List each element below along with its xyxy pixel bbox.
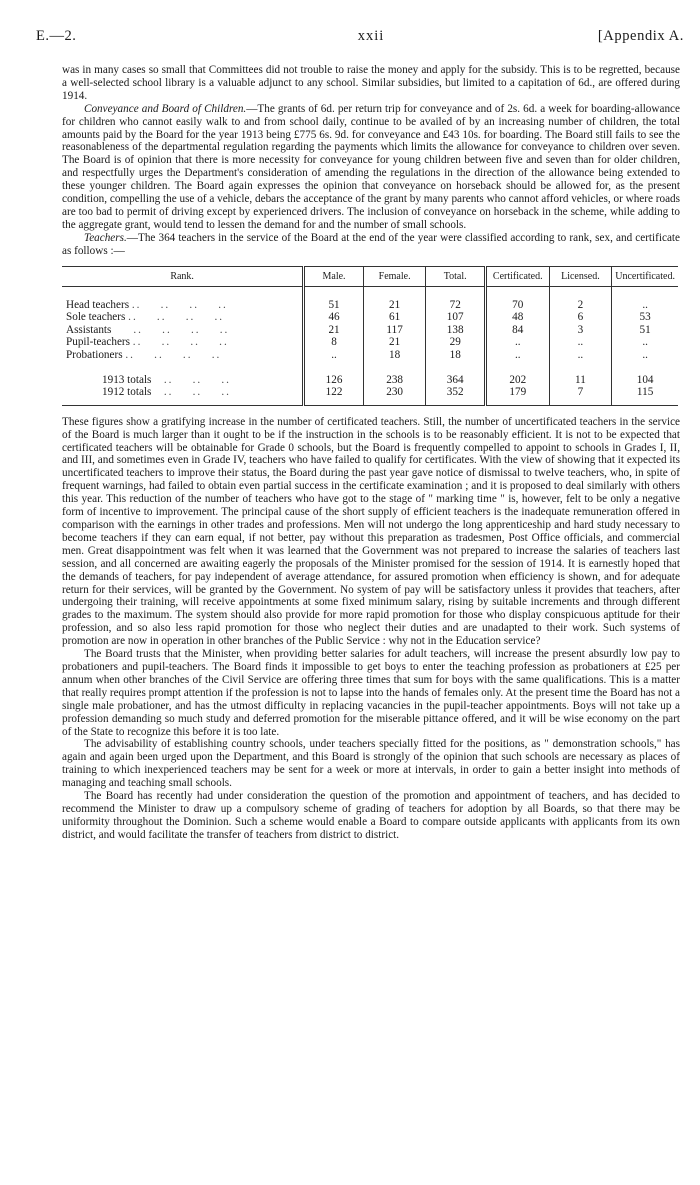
cell-total: 72: [426, 299, 486, 312]
teachers-text: —The 364 teachers in the service of the Board at the end of the year were classified according to rank, sex, and certificate as follows :—: [62, 231, 680, 257]
cell-total: 364: [426, 374, 486, 387]
paragraph-subsidy: was in many cases so small that Committees did not trouble to raise the money and apply for the subsidy. This is to be regretted, because a well-selected school library is a valuable adjunct to any school. Similar subsidies, but limited to a capitation of 6d., are offered during 1914.: [62, 64, 680, 102]
col-rank: Rank.: [62, 266, 304, 286]
conveyance-heading: Conveyance and Board of Children.: [84, 102, 247, 115]
rank-label: Head teachers: [66, 298, 130, 311]
cell-uncertificated: 53: [612, 311, 678, 324]
totals-label: 1913 totals: [102, 373, 152, 386]
page-header: [36, 28, 684, 50]
table-header-row: [62, 266, 678, 286]
cell-uncertificated: ..: [612, 299, 678, 312]
cell-total: 138: [426, 324, 486, 337]
cell-certificated: 84: [485, 324, 549, 337]
cell-uncertificated: 51: [612, 324, 678, 337]
cell-male: 8: [304, 336, 364, 349]
cell-certificated: 48: [485, 311, 549, 324]
body-text-top: [62, 64, 680, 258]
conveyance-text: —The grants of 6d. per return trip for conveyance and of 2s. 6d. a week for boarding-allowance for children who cannot easily walk to and from school daily, continue to be availed of by an increasing number of children, the total amounts paid by the Board for the year 1913 being £775 6s. 9d. for conveyance and £43 10s. for boarding. The Board still fails to see the reasonableness of the departmental regulation regarding the payments which limits the allowance for conveyance to children over seven. The Board is of opinion that there is more necessity for conveyance for young children between five and seven than for older children, and respectfully urges the Department's consideration of amending the regulations in the direction of the allowance being extended to these younger children. The Board again expresses the opinion that conveyance on horseback should be allowed for, as the present condition, compelling the use of a vehicle, debars the acceptance of the grant by many parents who cannot afford vehicles, or where roads are too bad to permit of driving except by experienced drivers. The inclusion of conveyance on horseback in the scheme, while adding to the aggregate grant, would tend to lessen the demand for and the number of small schools.: [62, 102, 680, 231]
rank-label: Sole teachers: [66, 311, 126, 324]
col-female: Female.: [363, 266, 426, 286]
cell-total: 352: [426, 386, 486, 405]
rank-label: Pupil-teachers: [66, 336, 130, 349]
col-total: Total.: [426, 266, 486, 286]
cell-total: 18: [426, 349, 486, 362]
cell-total: 29: [426, 336, 486, 349]
teachers-classification-table: [62, 266, 678, 406]
col-licensed: Licensed.: [549, 266, 612, 286]
cell-male: 51: [304, 299, 364, 312]
cell-certificated: 179: [485, 386, 549, 405]
page-number: xxii: [357, 28, 385, 44]
totals-label: 1912 totals: [102, 386, 152, 399]
cell-certificated: ..: [485, 349, 549, 362]
table-totals-row: 1912 totals .. .. .. 122 230 352 179 7 115: [62, 386, 678, 405]
cell-uncertificated: 104: [612, 374, 678, 387]
rank-label: Assistants: [66, 323, 112, 336]
cell-uncertificated: 115: [612, 386, 678, 405]
cell-total: 107: [426, 311, 486, 324]
paragraph-figures: These figures show a gratifying increase in the number of certificated teachers. Still, the number of uncertificated teachers in the service of the Board is much larger than it ought to be if the instruction in the schools is to be reasonably efficient. It is not to be expected that certificated teachers will be obtainable for Grade 0 schools, but the Board is frequently compelled to appoint to schools in Grades I, II, and III, and sometimes even in Grade IV, teachers who have failed to qualify for certificates. With the view of showing that it expected its uncertificated teachers to improve their status, the Board during the past year gave notice of dismissal to twelve teachers, who, in spite of frequent warnings, had failed to obtain even partial success in the certificate examination ; and it is proposed to deal similarly with others this year. This reduction of the number of teachers who have got to the stage of " marking time " is, however, felt to be only a negative form of incentive to improvement. The principal cause of the short supply of efficient teachers is the inadequate remuneration offered in comparison with the earnings in other trades and professions. Men will not undergo the long apprenticeship and hard study necessary to become teachers if they can earn equal, if not better, pay without this preparation as tradesmen, Post Office officials, and commercial men. Great disappointment was felt when it was learned that the Government was not prepared to increase the salaries of teachers last session, and all concerned are awaiting eagerly the proposals of the Minister promised for the session of 1914. It is earnestly hoped that the demands of teachers, for pay independent of average attendance, for assured promotion when efficiency is shown, and for adequate return for their services, will be granted by the Government. No system of pay will be satisfactory unless it provides that teachers, after undergoing their training, will receive appointments at some fixed minimum salary, rising by suitable increments and through different grades to the maximum. The system should also provide for more rapid promotion for those who display conspicuous aptitude for their profession, and so also less rapid promotion for those who neglect their duties and are unadapted to their work. Such systems of promotion are now in operation in other branches of the Public Service : why not in the Education service?: [62, 415, 680, 648]
paragraph-promotion: The Board has recently had under consideration the question of the promotion and appointment of teachers, and has decided to recommend the Minister to draw up a compulsory scheme of grading of teachers for adoption by all Boards, so that there may be uniformity throughout the Dominion. Such a scheme would enable a Board to compare outside applicants with applicants from its own district, and would facilitate the transfer of teachers from district to district.: [62, 790, 680, 841]
cell-certificated: 202: [485, 374, 549, 387]
teachers-heading: Teachers.: [84, 231, 127, 244]
cell-male: 126: [304, 374, 364, 387]
cell-female: 117: [363, 324, 426, 337]
table-row: Pupil-teachers .. .. .. .. 8 21 29 .. .. ..: [62, 336, 678, 349]
paragraph-conveyance: [62, 103, 680, 232]
cell-uncertificated: ..: [612, 349, 678, 362]
cell-licensed: 6: [549, 311, 612, 324]
cell-certificated: ..: [485, 336, 549, 349]
cell-female: 238: [363, 374, 426, 387]
table-row: Probationers .. .. .. .. .. 18 18 .. .. ..: [62, 349, 678, 362]
appendix-label: [Appendix A.: [597, 28, 684, 44]
table-row: Head teachers .. .. .. .. 51 21 72 70 2 ..: [62, 299, 678, 312]
col-uncertificated: Uncertificated.: [612, 266, 678, 286]
paragraph-country-schools: The advisability of establishing country schools, under teachers specially fitted for the positions, as " demonstration schools," has again and again been urged upon the Department, and this Board is strongly of the opinion that such schools are necessary as places of training to which inexperienced teachers may be sent for a week or more at intervals, in order to gain a better insight into methods of managing and teaching small schools.: [62, 738, 680, 790]
col-male: Male.: [304, 266, 364, 286]
cell-male: 122: [304, 386, 364, 405]
table-row: Assistants .. .. .. .. 21 117 138 84 3 51: [62, 324, 678, 337]
cell-female: 230: [363, 386, 426, 405]
cell-licensed: 2: [549, 299, 612, 312]
table-totals-row: 1913 totals .. .. .. 126 238 364 202 11 104: [62, 374, 678, 387]
cell-licensed: 7: [549, 386, 612, 405]
document-page: [36, 28, 684, 842]
cell-female: 18: [363, 349, 426, 362]
cell-licensed: ..: [549, 349, 612, 362]
report-code: E.—2.: [36, 28, 77, 44]
cell-male: 46: [304, 311, 364, 324]
cell-uncertificated: ..: [612, 336, 678, 349]
cell-licensed: 3: [549, 324, 612, 337]
cell-licensed: ..: [549, 336, 612, 349]
cell-female: 61: [363, 311, 426, 324]
cell-female: 21: [363, 336, 426, 349]
cell-male: ..: [304, 349, 364, 362]
paragraph-minister: The Board trusts that the Minister, when providing better salaries for adult teachers, will increase the present absurdly low pay to probationers and pupil-teachers. The Board finds it impossible to get boys to enter the teaching profession as probationers at £25 per annum when other branches of the Civil Service are offering three times that sum for boys with the same qualifications. This is a matter that really requires prompt attention if the profession is not to lapse into the hands of females only. At the present time the Board has not a single male probationer, and has the utmost difficulty in replacing vacancies in the pupil-teacher appointments. Boys will not take up a profession demanding so much study and deferred promotion for the miserable pittance offered, and it will be wise economy on the part of the State to recognize this before it is too late.: [62, 648, 680, 738]
paragraph-teachers: [62, 232, 680, 258]
cell-certificated: 70: [485, 299, 549, 312]
body-text-bottom: [62, 416, 680, 842]
cell-male: 21: [304, 324, 364, 337]
table-row: Sole teachers .. .. .. .. 46 61 107 48 6 53: [62, 311, 678, 324]
rank-label: Probationers: [66, 348, 123, 361]
col-certificated: Certificated.: [485, 266, 549, 286]
cell-female: 21: [363, 299, 426, 312]
cell-licensed: 11: [549, 374, 612, 387]
